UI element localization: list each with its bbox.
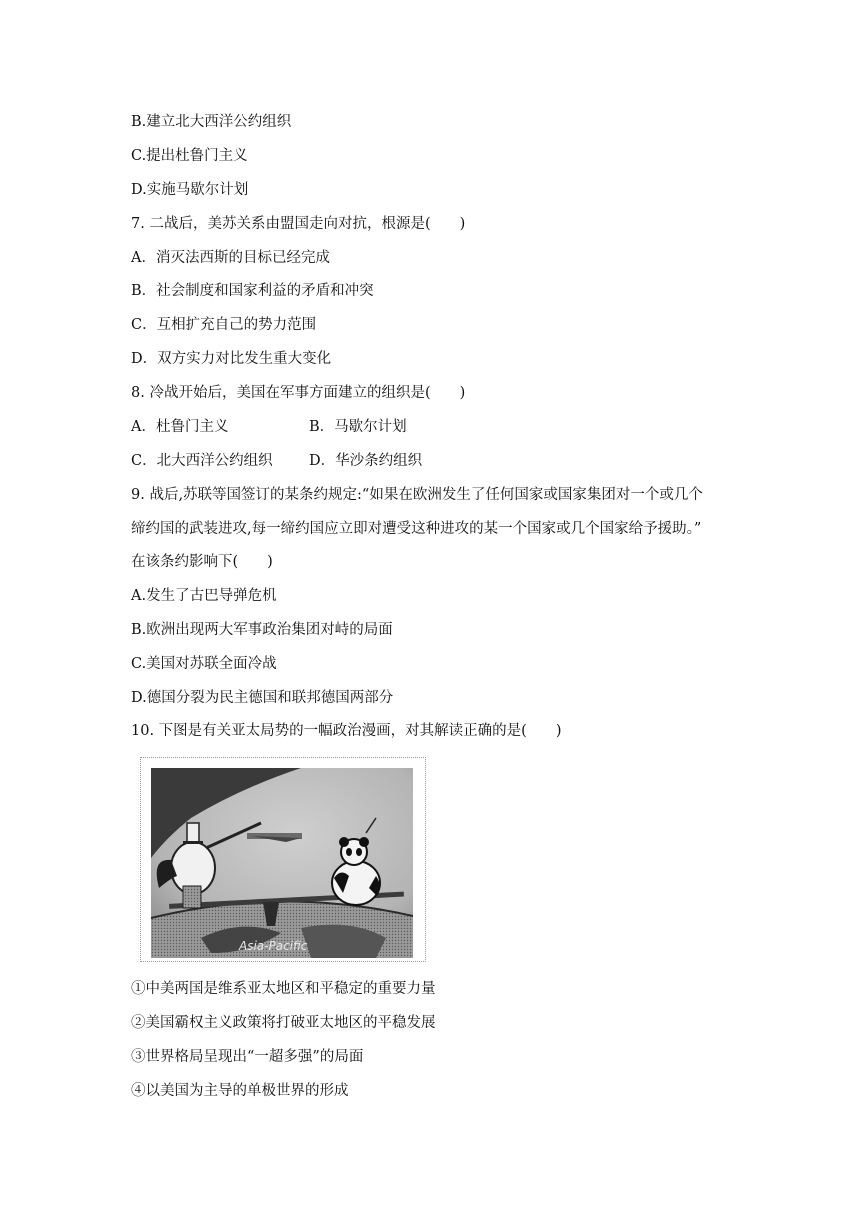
q10-stem: 10. 下图是有关亚太局势的一幅政治漫画，对其解读正确的是( ): [131, 723, 562, 739]
q9-stem-line2: 缔约国的武装进攻,每一缔约国应立即对遭受这种进攻的某一个国家或几个国家给予援助。”: [131, 521, 702, 537]
q9-stem-line3: 在该条约影响下( ): [131, 554, 273, 570]
q6-option-c: C.提出杜鲁门主义: [131, 148, 248, 164]
q8-stem: 8. 冷战开始后，美国在军事方面建立的组织是( ): [131, 385, 466, 401]
q7-option-d: D．双方实力对比发生重大变化: [131, 351, 332, 367]
cartoon-caption: Asia-Pacific: [239, 939, 308, 953]
q8-options-row1: [131, 417, 407, 437]
q10-item-2: ②美国霸权主义政策将打破亚太地区的平稳发展: [131, 1015, 436, 1031]
political-cartoon-image: [140, 757, 426, 962]
q9-option-b: B.欧洲出现两大军事政治集团对峙的局面: [131, 622, 393, 638]
q8-option-b: B．马歇尔计划: [309, 419, 407, 435]
q9-stem-line1: 9. 战后,苏联等国签订的某条约规定:“如果在欧洲发生了任何国家或国家集团对一个或几个: [131, 487, 703, 503]
q10-item-4: ④以美国为主导的单极世界的形成: [131, 1083, 349, 1099]
q7-option-a: A．消灭法西斯的目标已经完成: [131, 250, 330, 266]
q8-option-c: C．北大西洋公约组织: [131, 453, 273, 469]
q7-option-c: C．互相扩充自己的势力范围: [131, 317, 317, 333]
q9-option-d: D.德国分裂为民主德国和联邦德国两部分: [131, 690, 394, 706]
q7-stem: 7. 二战后，美苏关系由盟国走向对抗，根源是( ): [131, 216, 466, 232]
q6-option-b: B.建立北大西洋公约组织: [131, 114, 292, 130]
q10-item-1: ①中美两国是维系亚太地区和平稳定的重要力量: [131, 981, 436, 997]
q9-option-c: C.美国对苏联全面冷战: [131, 656, 277, 672]
q6-option-d: D.实施马歇尔计划: [131, 182, 249, 198]
q10-item-3: ③世界格局呈现出“一超多强”的局面: [131, 1049, 364, 1065]
cartoon-drawing: [151, 768, 413, 958]
q9-option-a: A.发生了古巴导弹危机: [131, 588, 277, 604]
q8-option-d: D．华沙条约组织: [309, 453, 423, 469]
q8-options-row2: [131, 451, 422, 471]
q8-option-a: A．杜鲁门主义: [131, 419, 229, 435]
q7-option-b: B．社会制度和国家利益的矛盾和冲突: [131, 283, 374, 299]
